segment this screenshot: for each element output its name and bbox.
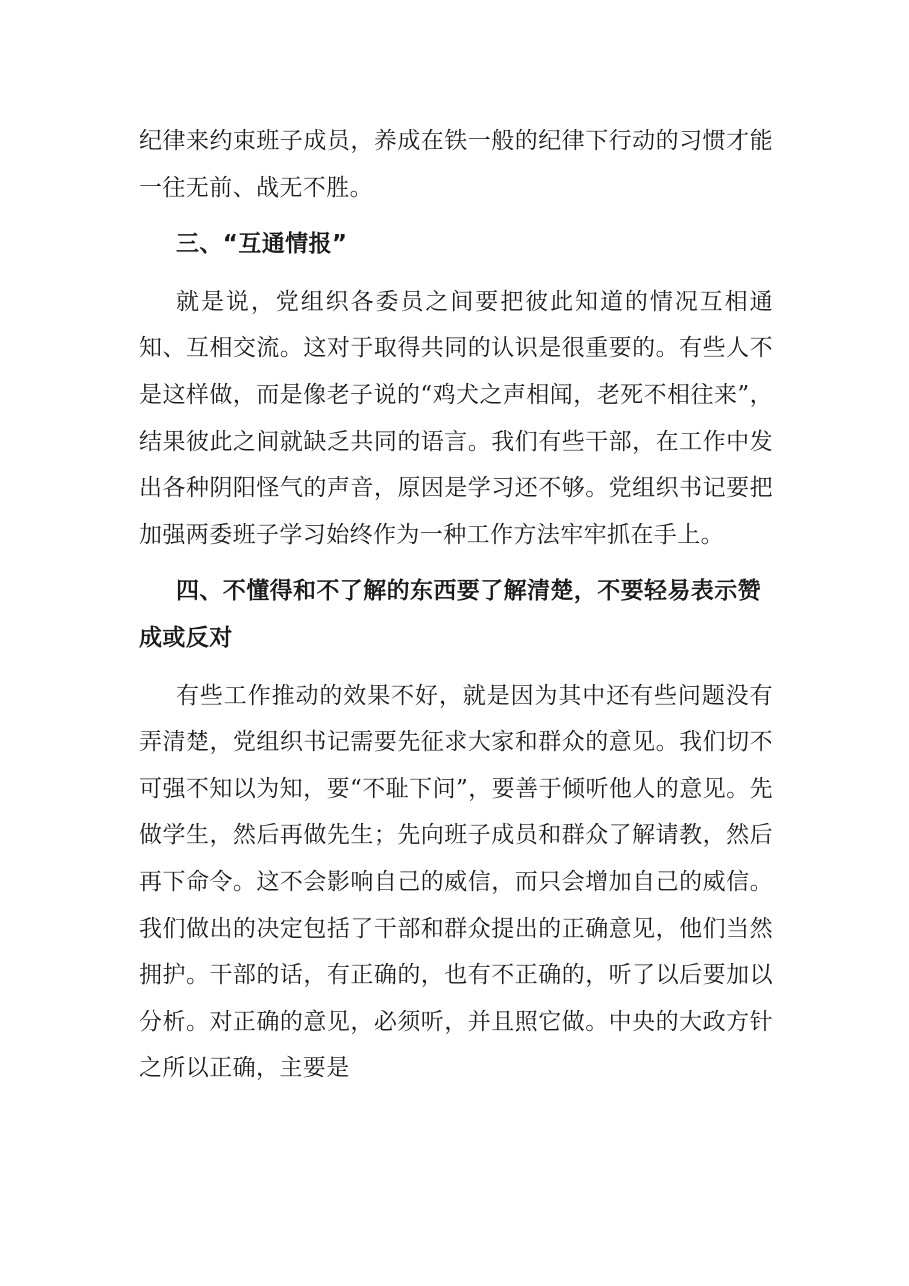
- continuation-paragraph: 纪律来约束班子成员，养成在铁一般的纪律下行动的习惯才能一往无前、战无不胜。: [139, 128, 773, 201]
- document-page: [139, 118, 773, 1092]
- section-3-heading: 三、“互通情报”: [176, 231, 348, 258]
- section-3-paragraph: 就是说，党组织各委员之间要把彼此知道的情况互相通知、互相交流。这对于取得共同的认识是很重要的。有些人不是这样做，而是像老子说的“鸡犬之声相闻，老死不相往来”，结果彼此之间就缺乏共同的语言。我们有些干部，在工作中发出各种阴阳怪气的声音，原因是学习还不够。党组织书记要把加强两委班子学习始终作为一种工作方法牢牢抓在手上。: [139, 288, 773, 548]
- section-4-heading: 四、不懂得和不了解的东西要了解清楚，不要轻易表示赞成或反对: [139, 578, 761, 651]
- section-4-paragraph: 有些工作推动的效果不好，就是因为其中还有些问题没有弄清楚，党组织书记需要先征求大家和群众的意见。我们切不可强不知以为知，要“不耻下问”，要善于倾听他人的意见。先做学生，然后再做先生；先向班子成员和群众了解请教，然后再下命令。这不会影响自己的威信，而只会增加自己的威信。我们做出的决定包括了干部和群众提出的正确意见，他们当然拥护。干部的话，有正确的，也有不正确的，听了以后要加以分析。对正确的意见，必须听，并且照它做。中央的大政方针之所以正确，主要是: [139, 682, 773, 1082]
